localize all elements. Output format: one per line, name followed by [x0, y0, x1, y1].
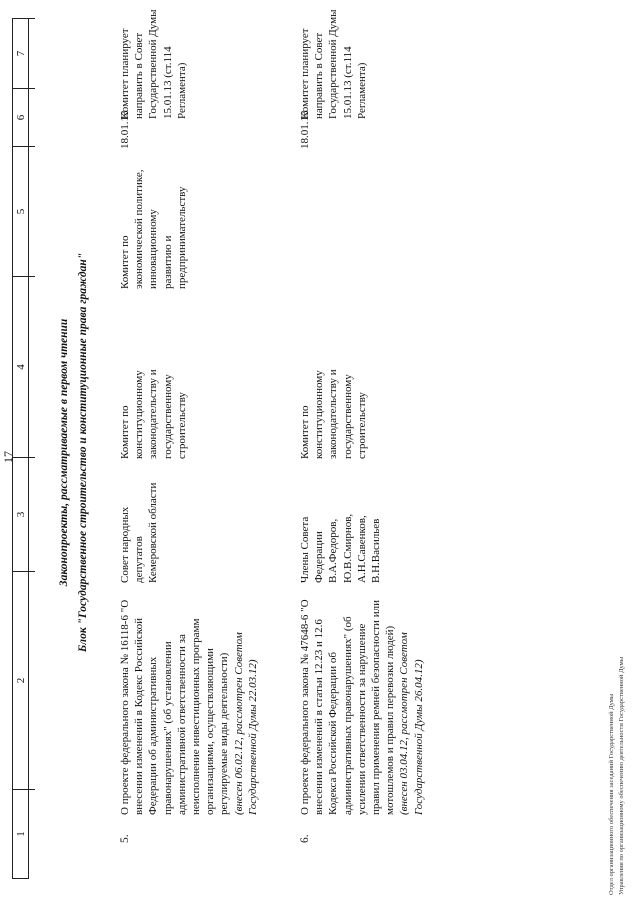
plan-note: Комитет планирует направить в Совет Государственной Думы 15.01.13 (ст.114 Регламента) [119, 9, 188, 119]
column-number-cell: 4 [13, 277, 29, 458]
plan-note: Комитет планирует направить в Совет Государственной Думы 15.01.13 (ст.114 Регламента) [299, 9, 368, 119]
column-number-cell: 5 [13, 147, 29, 277]
bill-note: (внесен 06.02.12, рассмотрен Советом Государственной Думы 22.03.12) [232, 632, 259, 815]
column-number-cell: 3 [13, 458, 29, 572]
page-number: 17 [1, 451, 15, 463]
responsible-committee: Комитет по конституционному законодательству и государственному строительству [119, 369, 188, 459]
column-number-cell: 2 [13, 572, 29, 790]
review-date: 18.01.13 [299, 110, 311, 149]
row-number: 6. [299, 834, 311, 843]
footer-line: Управления по организационному обеспечению деятельности Государственной Думы [618, 656, 625, 895]
bill-author: Совет народных депутатов Кемеровской области [119, 482, 160, 583]
bill-title-text: О проекте федерального закона № 47648-6 "О внесении изменений в статьи 12.23 и 12.6 Кодекса Российской Федерации об административных правонарушениях" (об усилении ответственности за нарушение правил применения ремней безопасности или мотошлемов и правил перевозки людей) [299, 599, 397, 815]
column-number-cell: 1 [13, 790, 29, 879]
section-heading: Законопроекты, рассматриваемые в первом чтении [58, 318, 70, 587]
column-divider [28, 457, 35, 458]
column-number-table [12, 18, 29, 879]
bill-title-text: О проекте федерального закона № 16118-6 "О внесении изменений в Кодекс Российской Федерации об административных правонарушениях" (об установлении административной ответственности за неисполнение инвестиционных программ организациями, осуществляющими регулируемые виды деятельности) [119, 599, 231, 815]
column-divider [28, 88, 35, 89]
column-divider [28, 789, 35, 790]
bill-note: (внесен 03.04.12, рассмотрен Советом Государственной Думы 26.04.12) [398, 632, 425, 815]
column-divider [28, 276, 35, 277]
footer-line: Отдел организационного обеспечения заседаний Государственной Думы [608, 693, 615, 895]
column-number-cell: 7 [13, 19, 29, 89]
row-number: 5. [119, 834, 131, 843]
review-date: 18.01.13 [119, 110, 131, 149]
column-divider [28, 146, 35, 147]
column-divider [28, 18, 35, 19]
bill-title [118, 593, 260, 815]
responsible-committee: Комитет по конституционному законодательству и государственному строительству [299, 369, 368, 459]
column-number-cell: 6 [13, 89, 29, 147]
co-executor-committee: Комитет по экономической политике, инновационному развитию и предпринимательству [119, 169, 188, 289]
column-divider [28, 571, 35, 572]
block-title: Блок "Государственное строительство и конституционные права граждан" [77, 252, 89, 653]
bill-title [298, 593, 426, 815]
bill-author: Члены Совета Федерации В.А.Федоров, Ю.В.Смирнов, А.Н.Савенков, В.Н.Васильев [299, 513, 383, 583]
